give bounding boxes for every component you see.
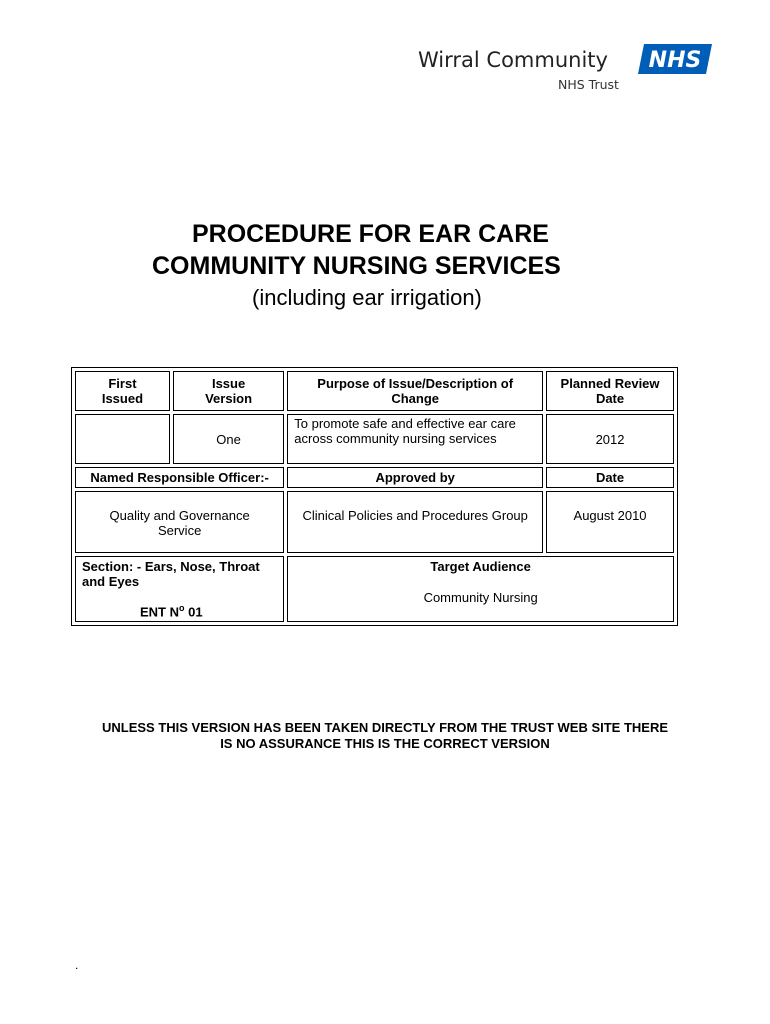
header-issue-version: Issue Version [173, 371, 284, 411]
cell-responsible-officer: Quality and Governance Service [75, 491, 284, 553]
trust-logo [418, 38, 718, 98]
logo-org-name: Wirral Community [418, 48, 608, 72]
document-info-table [71, 367, 678, 626]
section-label: Section: - Ears, Nose, Throat and Eyes [82, 559, 260, 589]
cell-section [75, 556, 284, 622]
page-mark: . [75, 958, 79, 972]
table-header-row [75, 467, 674, 488]
nhs-logo-text: NHS [648, 48, 702, 73]
cell-target-audience [287, 556, 674, 622]
target-audience-label: Target Audience [430, 559, 531, 574]
table-row [75, 414, 674, 464]
cell-first-issued [75, 414, 170, 464]
header-planned-review: Planned Review Date [546, 371, 674, 411]
target-audience-value: Community Nursing [423, 590, 538, 605]
document-title-line2: COMMUNITY NURSING SERVICES [152, 252, 561, 280]
ent-reference: ENT $N^o$ 01 [140, 603, 203, 620]
version-warning [0, 720, 770, 752]
table-row [75, 491, 674, 553]
table-header-row [75, 371, 674, 411]
document-subtitle: (including ear irrigation) [252, 285, 482, 310]
header-first-issued: First Issued [75, 371, 170, 411]
header-responsible-officer: Named Responsible Officer:- [75, 467, 284, 488]
cell-issue-version: One [173, 414, 284, 464]
version-warning-line1: UNLESS THIS VERSION HAS BEEN TAKEN DIRECTLY FROM THE TRUST WEB SITE THERE [101, 720, 669, 735]
cell-date: August 2010 [546, 491, 674, 553]
cell-planned-review: 2012 [546, 414, 674, 464]
header-date: Date [546, 467, 674, 488]
header-purpose: Purpose of Issue/Description of Change [287, 371, 543, 411]
table-row [75, 556, 674, 622]
nhs-logo-icon [638, 44, 712, 74]
cell-approved-by: Clinical Policies and Procedures Group [287, 491, 543, 553]
document-title-line1: PROCEDURE FOR EAR CARE [192, 220, 549, 248]
cell-purpose: To promote safe and effective ear care across community nursing services [287, 414, 543, 464]
header-approved-by: Approved by [287, 467, 543, 488]
version-warning-line2: IS NO ASSURANCE THIS IS THE CORRECT VERSION [220, 736, 550, 751]
logo-org-sub: NHS Trust [558, 77, 619, 92]
